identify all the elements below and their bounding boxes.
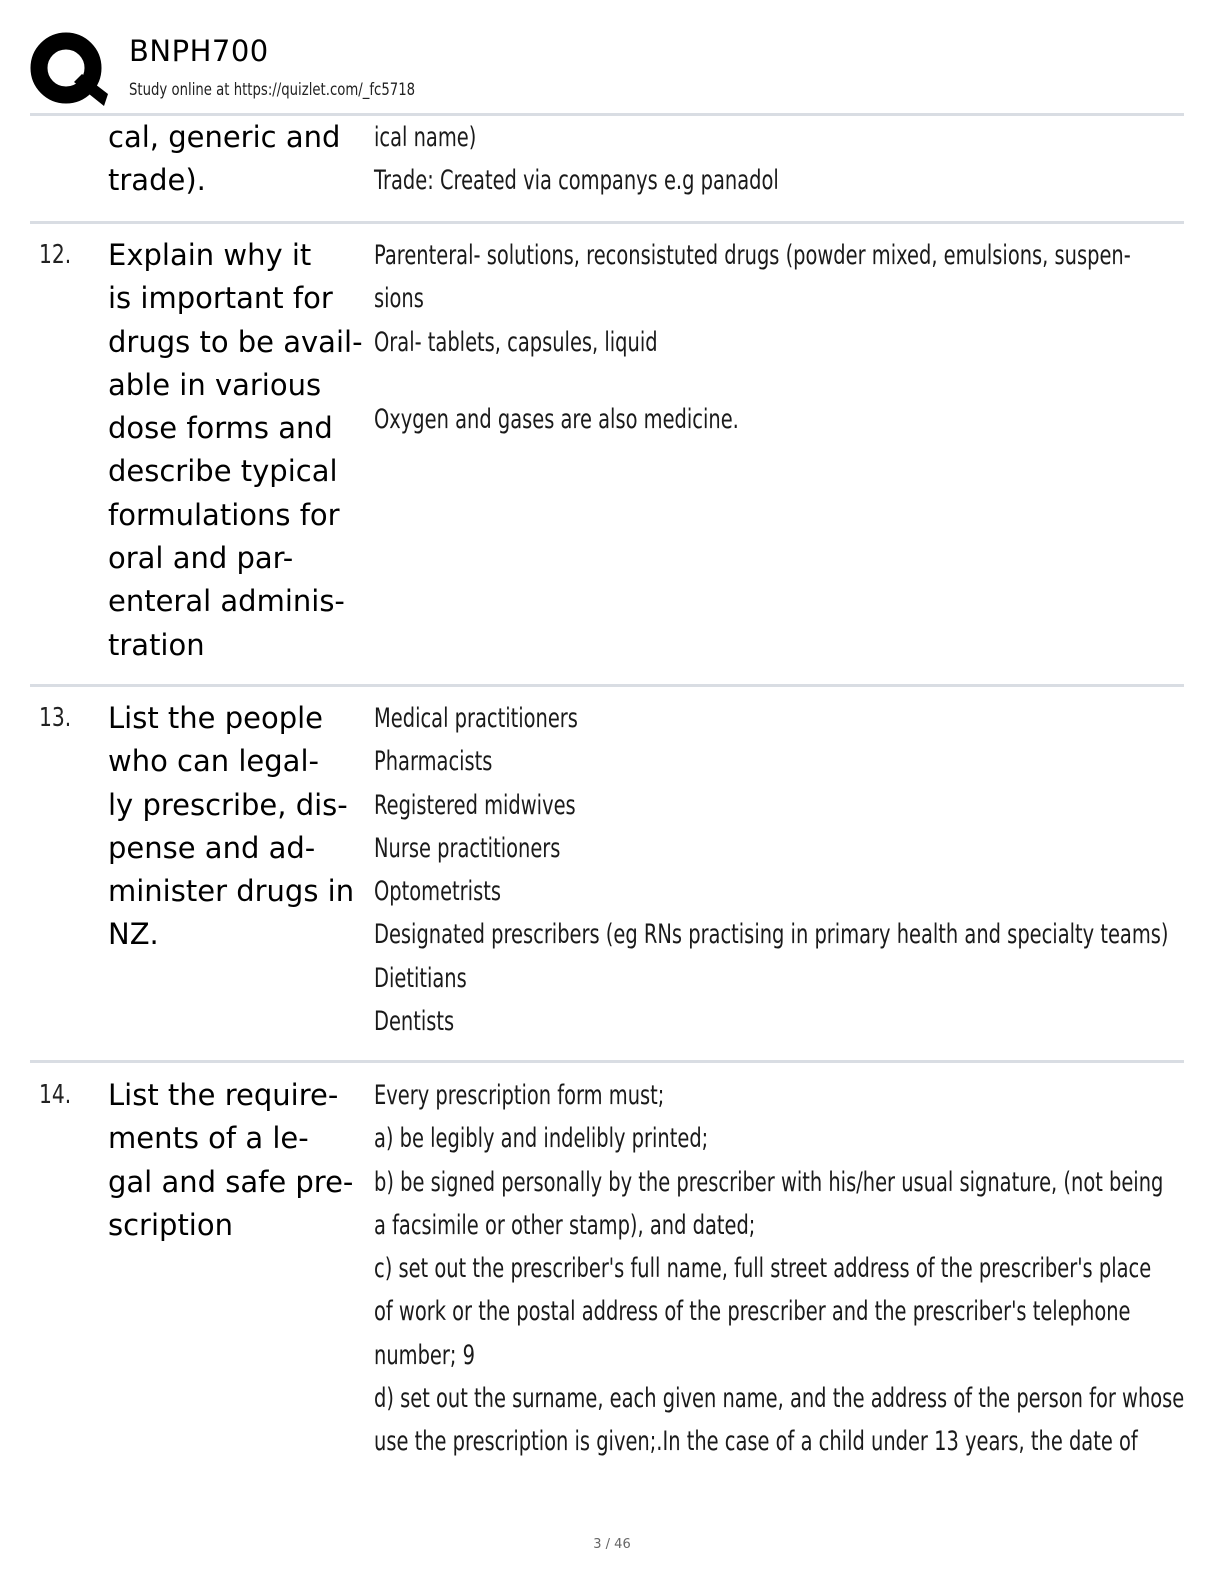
term-line: pense and ad- <box>108 830 316 865</box>
card-term <box>108 697 370 957</box>
definition-line: b) be signed personally by the prescriber with his/her usual signature, (not being <box>374 1166 1164 1198</box>
definition-line: Dietitians <box>374 962 467 994</box>
card-number: 12. <box>39 240 72 270</box>
definition-line: a) be legibly and indelibly printed; <box>374 1123 709 1155</box>
definition-line: sions <box>374 283 424 315</box>
term-line: Explain why it <box>108 238 312 272</box>
term-line: who can legal- <box>108 744 319 779</box>
definition-line: a facsimile or other stamp), and dated; <box>374 1209 756 1241</box>
quizlet-logo-icon <box>30 30 108 108</box>
card-divider <box>30 684 1184 687</box>
term-line: trade). <box>108 163 206 198</box>
definition-line: use the prescription is given;.In the case of a child under 13 years, the date of <box>374 1426 1138 1458</box>
term-line: tration <box>108 627 205 662</box>
definition-line: Every prescription form must; <box>374 1080 665 1111</box>
term-line: ments of a le- <box>108 1121 309 1156</box>
term-line: is important for <box>108 281 333 316</box>
term-line: gal and safe pre- <box>108 1164 354 1199</box>
term-line: describe typical <box>108 454 338 489</box>
card-term <box>108 234 370 667</box>
definition-line: Pharmacists <box>374 746 493 778</box>
term-line: enteral adminis- <box>108 584 345 619</box>
term-line: List the require- <box>108 1078 339 1112</box>
term-line: oral and par- <box>108 541 294 576</box>
term-line: formulations for <box>108 497 340 532</box>
card-number: 14. <box>39 1080 72 1110</box>
definition-line: Designated prescribers (eg RNs practising in primary health and specialty teams) <box>374 919 1169 951</box>
card-definition <box>374 697 1224 1043</box>
card-divider <box>30 1060 1184 1063</box>
term-line: scription <box>108 1207 233 1242</box>
study-online-link[interactable]: Study online at https://quizlet.com/_fc5718 <box>129 80 416 100</box>
card-number: 13. <box>39 703 72 733</box>
definition-line: Parenteral- solutions, reconsistuted drugs (powder mixed, emulsions, suspen- <box>374 240 1131 271</box>
definition-line: Trade: Created via companys e.g panadol <box>374 165 779 197</box>
page-number: 3 / 46 <box>593 1537 631 1552</box>
term-line: dose forms and <box>108 411 333 446</box>
term-line: NZ. <box>108 917 159 952</box>
term-line: able in various <box>108 367 322 402</box>
term-line: cal, generic and <box>108 120 341 154</box>
definition-line: Oral- tablets, capsules, liquid <box>374 326 658 358</box>
term-line: drugs to be avail- <box>108 324 363 359</box>
definition-line: Dentists <box>374 1006 455 1038</box>
term-line: ly prescribe, dis- <box>108 787 348 822</box>
card-term <box>108 1074 370 1247</box>
page-header <box>0 0 1224 116</box>
definition-line: Registered midwives <box>374 789 576 821</box>
definition-line: ical name) <box>374 122 477 153</box>
set-title: BNPH700 <box>129 34 269 68</box>
definition-line: Nurse practitioners <box>374 832 561 864</box>
paragraph-gap <box>374 364 1224 398</box>
definition-line: number; 9 <box>374 1339 475 1371</box>
definition-line: Medical practitioners <box>374 703 578 734</box>
card-term <box>108 116 370 203</box>
definition-line: c) set out the prescriber's full name, full street address of the prescriber's place <box>374 1253 1152 1285</box>
definition-line: Oxygen and gases are also medicine. <box>374 403 739 435</box>
card-definition <box>374 234 1224 441</box>
card-definition <box>374 1074 1224 1464</box>
card-divider <box>30 221 1184 224</box>
definition-line: of work or the postal address of the prescriber and the prescriber's telephone <box>374 1296 1131 1328</box>
definition-line: d) set out the surname, each given name, and the address of the person for whose <box>374 1383 1185 1415</box>
card-definition <box>374 116 936 203</box>
term-line: minister drugs in <box>108 874 355 909</box>
term-line: List the people <box>108 701 324 735</box>
definition-line: Optometrists <box>374 876 501 908</box>
